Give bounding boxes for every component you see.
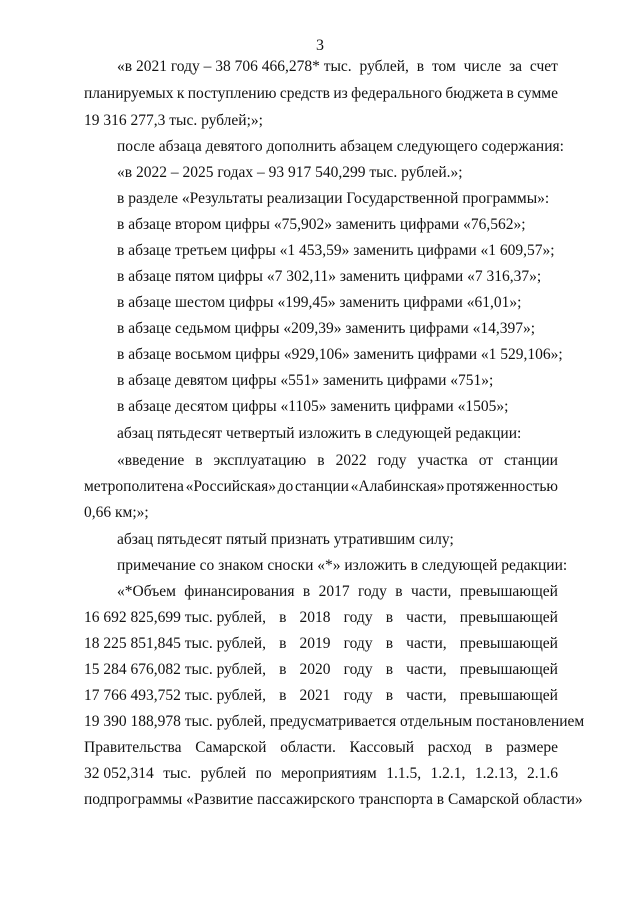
text-word: части, bbox=[410, 583, 452, 600]
text-word: счет bbox=[529, 58, 558, 75]
text-word: году bbox=[343, 609, 373, 626]
text-word: «в 2021 году – 38 706 466,278* тыс. bbox=[117, 58, 352, 75]
text-line: подпрограммы «Развитие пассажирского транспорта в Самарской области» bbox=[84, 791, 583, 808]
text-word: рублей bbox=[200, 765, 247, 782]
text-line: абзац пятьдесят пятый признать утратившим силу; bbox=[117, 531, 454, 548]
text-word: поступлению bbox=[187, 85, 277, 102]
text-word: протяженностью bbox=[446, 478, 558, 495]
text-word: области. bbox=[280, 739, 336, 756]
text-word: бюджета bbox=[445, 85, 504, 102]
text-word: 16 692 825,699 тыс. рублей, bbox=[84, 609, 266, 626]
text-line: 19 390 188,978 тыс. рублей, предусматривается отдельным постановлением bbox=[84, 713, 585, 730]
text-word: году bbox=[343, 661, 373, 678]
text-word: части, bbox=[406, 661, 447, 678]
text-word: 2018 bbox=[299, 609, 331, 626]
text-line bbox=[117, 58, 558, 76]
text-word: году bbox=[357, 583, 387, 600]
text-word: рублей, bbox=[359, 58, 409, 75]
text-word: до bbox=[277, 478, 294, 495]
text-word: в bbox=[395, 583, 403, 600]
text-word: том bbox=[431, 58, 456, 75]
text-word: мероприятиям bbox=[281, 765, 377, 782]
text-word: Правительства bbox=[84, 739, 182, 756]
text-line: в абзаце десятом цифры «1105» заменить цифрами «1505»; bbox=[117, 398, 509, 415]
text-line: «в 2022 – 2025 годах – 93 917 540,299 тыс. рублей.»; bbox=[117, 164, 463, 181]
text-word: размере bbox=[506, 739, 558, 756]
text-word: 1.1.5, bbox=[386, 765, 422, 782]
text-word: в bbox=[195, 452, 203, 469]
text-line bbox=[84, 765, 558, 783]
text-word: превышающей bbox=[459, 609, 558, 626]
text-word: в bbox=[385, 635, 394, 652]
text-word: 1.2.13, bbox=[474, 765, 518, 782]
text-word: в bbox=[317, 452, 325, 469]
text-word: участка bbox=[417, 452, 468, 469]
page-number: 3 bbox=[316, 37, 324, 54]
text-word: «Российская» bbox=[185, 478, 276, 495]
text-word: сумме bbox=[517, 85, 558, 102]
text-word: планируемых bbox=[84, 85, 174, 102]
text-word: превышающей bbox=[459, 635, 558, 652]
text-word: 32 052,314 bbox=[84, 765, 154, 782]
text-word: в bbox=[485, 739, 493, 756]
text-word: 2017 bbox=[318, 583, 350, 600]
text-word: в bbox=[385, 609, 394, 626]
text-line: после абзаца девятого дополнить абзацем следующего содержания: bbox=[117, 138, 564, 155]
text-word: числе bbox=[463, 58, 502, 75]
text-word: метрополитена bbox=[84, 478, 184, 495]
text-word: в bbox=[385, 687, 394, 704]
text-word: части, bbox=[406, 687, 447, 704]
text-word: в bbox=[279, 687, 287, 704]
text-word: эксплуатацию bbox=[213, 452, 307, 469]
text-word: к bbox=[176, 85, 185, 102]
text-word: «Алабинская» bbox=[350, 478, 445, 495]
text-word: части, bbox=[406, 609, 447, 626]
text-line: 19 316 277,3 тыс. рублей;»; bbox=[84, 112, 263, 129]
text-word: станции bbox=[295, 478, 349, 495]
text-word: 1.2.1, bbox=[430, 765, 466, 782]
text-line: в абзаце восьмом цифры «929,106» заменить цифрами «1 529,106»; bbox=[117, 346, 563, 363]
text-word: «*Объем bbox=[117, 583, 176, 600]
text-word: 2020 bbox=[299, 661, 331, 678]
text-line: в абзаце седьмом цифры «209,39» заменить цифрами «14,397»; bbox=[117, 320, 536, 337]
text-word: части, bbox=[406, 635, 447, 652]
text-word: в bbox=[302, 583, 311, 600]
text-word: 2.1.6 bbox=[526, 765, 558, 782]
text-word: 18 225 851,845 тыс. рублей, bbox=[84, 635, 266, 652]
text-line: в абзаце шестом цифры «199,45» заменить цифрами «61,01»; bbox=[117, 294, 522, 311]
text-line bbox=[84, 85, 558, 103]
text-word: 2022 bbox=[335, 452, 367, 469]
text-word: в bbox=[279, 609, 287, 626]
text-word: в bbox=[385, 661, 394, 678]
text-word: 2021 bbox=[299, 687, 331, 704]
text-line: в абзаце девятом цифры «551» заменить цифрами «751»; bbox=[117, 372, 494, 389]
text-line: в абзаце пятом цифры «7 302,11» заменить цифрами «7 316,37»; bbox=[117, 268, 542, 285]
text-word: в bbox=[416, 58, 425, 75]
text-word: средств bbox=[279, 85, 330, 102]
text-word: превышающей bbox=[459, 687, 558, 704]
text-word: году bbox=[377, 452, 407, 469]
text-line bbox=[117, 583, 558, 601]
text-word: в bbox=[279, 635, 287, 652]
text-word: в bbox=[279, 661, 287, 678]
text-line: 0,66 км;»; bbox=[84, 504, 149, 521]
text-line bbox=[84, 739, 558, 757]
text-word: Самарской bbox=[195, 739, 267, 756]
text-word: превышающей bbox=[459, 583, 558, 600]
text-word: за bbox=[509, 58, 523, 75]
text-word: 15 284 676,082 тыс. рублей, bbox=[84, 661, 266, 678]
text-word: «введение bbox=[117, 452, 185, 469]
text-line bbox=[84, 478, 558, 496]
text-word: финансирования bbox=[184, 583, 295, 600]
text-word: в bbox=[506, 85, 514, 102]
text-line: абзац пятьдесят четвертый изложить в следующей редакции: bbox=[117, 425, 522, 442]
text-word: превышающей bbox=[459, 661, 558, 678]
text-line: в абзаце третьем цифры «1 453,59» заменить цифрами «1 609,57»; bbox=[117, 242, 555, 259]
text-word: федерального bbox=[351, 85, 442, 102]
text-word: Кассовый bbox=[349, 739, 415, 756]
text-word: расход bbox=[427, 739, 472, 756]
text-line bbox=[84, 609, 558, 627]
text-line bbox=[117, 452, 558, 470]
text-word: из bbox=[333, 85, 348, 102]
text-line bbox=[84, 687, 558, 705]
text-line: в абзаце втором цифры «75,902» заменить цифрами «76,562»; bbox=[117, 216, 526, 233]
text-line: в разделе «Результаты реализации Государственной программы»: bbox=[117, 190, 550, 207]
text-word: от bbox=[478, 452, 494, 469]
text-word: году bbox=[343, 687, 373, 704]
text-word: тыс. bbox=[163, 765, 192, 782]
text-word: 17 766 493,752 тыс. рублей, bbox=[84, 687, 266, 704]
text-line bbox=[84, 635, 558, 653]
text-line: примечание со знаком сноски «*» изложить в следующей редакции: bbox=[117, 557, 568, 574]
text-word: по bbox=[255, 765, 272, 782]
text-word: 2019 bbox=[299, 635, 331, 652]
text-line bbox=[84, 661, 558, 679]
text-word: станции bbox=[504, 452, 558, 469]
text-word: году bbox=[343, 635, 373, 652]
